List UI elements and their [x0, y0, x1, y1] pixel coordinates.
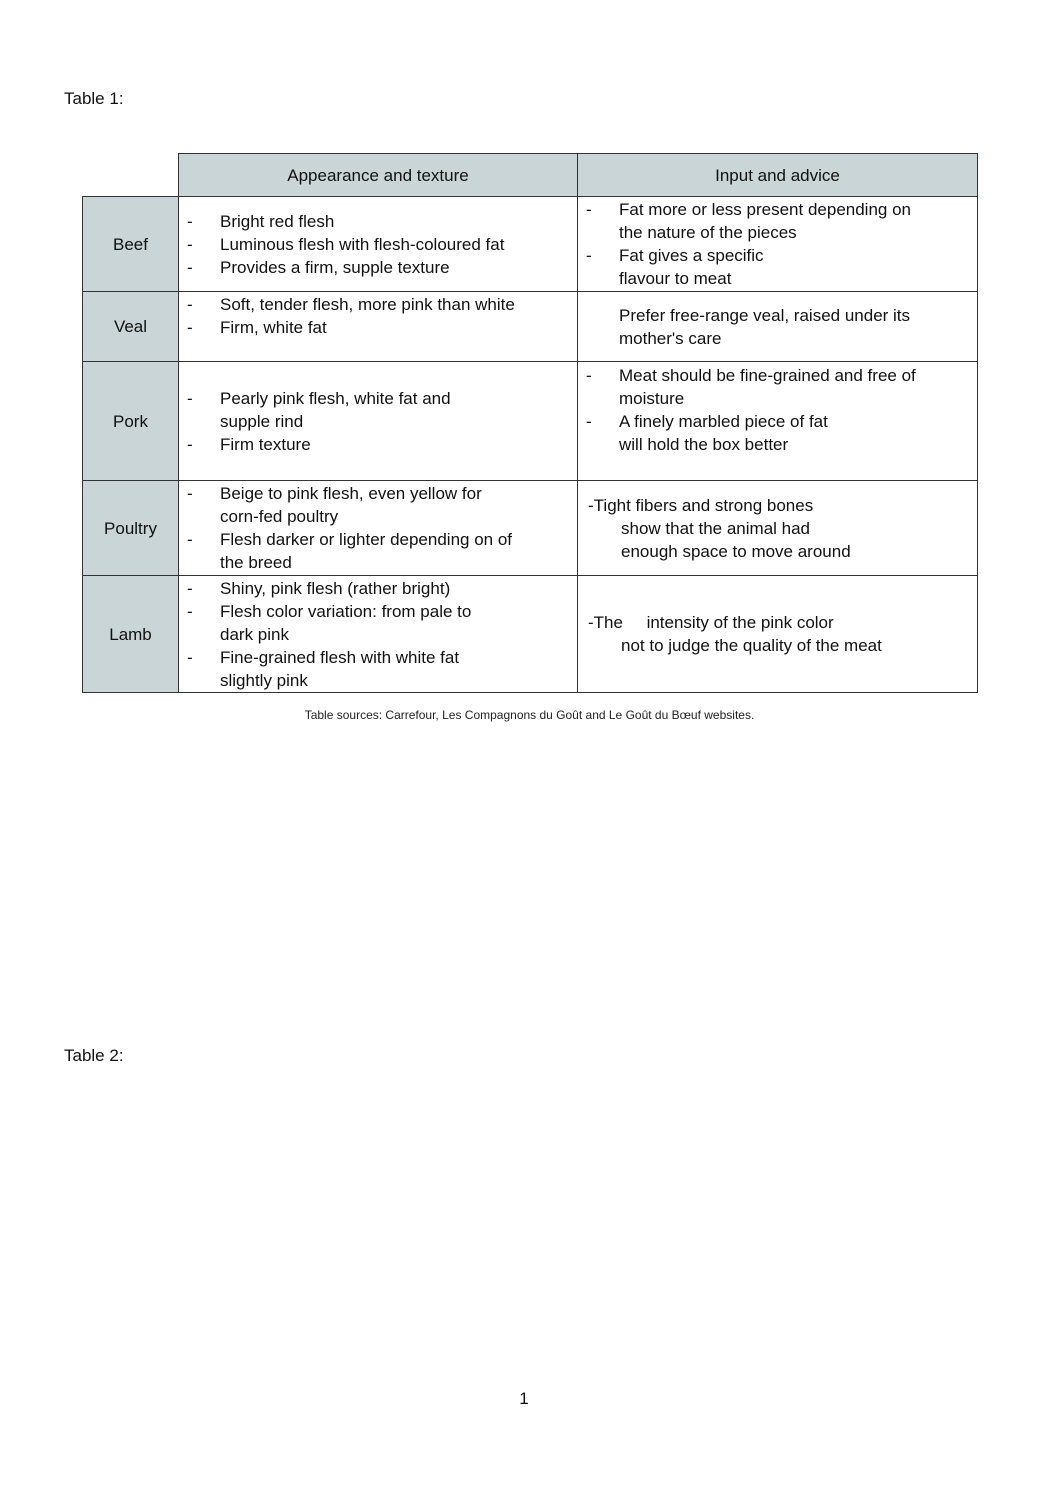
appearance-cell: [179, 481, 578, 576]
appearance-cell: [179, 292, 578, 362]
appearance-cell: [179, 362, 578, 481]
list-item: - Bright red flesh: [187, 210, 571, 233]
table-row: [83, 197, 978, 292]
advice-continuation: show that the animal had enough space to move around: [621, 518, 851, 561]
table-row: [83, 292, 978, 362]
advice-cell: [578, 576, 978, 693]
advice-text: Prefer free-range veal, raised under its mother's care: [619, 305, 911, 348]
meat-name: Poultry: [83, 481, 179, 576]
appearance-cell: [179, 197, 578, 292]
list-item: - Firm, white fat: [187, 316, 571, 339]
advice-cell: [578, 197, 978, 292]
meat-name: Lamb: [83, 576, 179, 693]
table-1-label: Table 1:: [64, 89, 124, 108]
meat-name: Beef: [83, 197, 179, 292]
list-item: - Fat more or less present depending on the nature of the pieces: [586, 198, 917, 244]
table-2-label: Table 2:: [64, 1046, 124, 1065]
meat-quality-table: [82, 153, 978, 693]
advice-cell: [578, 481, 978, 576]
advice-cell: [578, 292, 978, 362]
list-item: - Pearly pink flesh, white fat and supple rind: [187, 387, 477, 433]
list-item: - Flesh color variation: from pale to dark pink: [187, 600, 507, 646]
advice-first-line: -The intensity of the pink color: [588, 613, 834, 632]
list-item: - Meat should be fine-grained and free of moisture: [586, 364, 927, 410]
list-item: - Fine-grained flesh with white fat slightly pink: [187, 646, 507, 692]
list-item: - A finely marbled piece of fat will hold the box better: [586, 410, 927, 456]
header-corner-cell: [83, 154, 179, 197]
list-item: - Fat gives a specific flavour to meat: [586, 244, 917, 290]
meat-name: Pork: [83, 362, 179, 481]
appearance-cell: [179, 576, 578, 693]
advice-first-line: -Tight fibers and strong bones: [588, 495, 814, 515]
meat-name: Veal: [83, 292, 179, 362]
list-item: - Provides a firm, supple texture: [187, 256, 571, 279]
list-item: - Firm texture: [187, 433, 477, 456]
header-advice: Input and advice: [578, 154, 978, 197]
list-item: - Soft, tender flesh, more pink than white: [187, 293, 571, 316]
list-item: - Beige to pink flesh, even yellow for corn-fed poultry: [187, 482, 517, 528]
list-item: - Luminous flesh with flesh-coloured fat: [187, 233, 571, 256]
header-appearance: Appearance and texture: [179, 154, 578, 197]
table-source-caption: Table sources: Carrefour, Les Compagnons du Goût and Le Goût du Bœuf websites.: [304, 708, 755, 722]
advice-continuation: not to judge the quality of the meat: [621, 636, 882, 655]
table-row: [83, 362, 978, 481]
list-item: - Shiny, pink flesh (rather bright): [187, 577, 507, 600]
table-row: [83, 481, 978, 576]
advice-cell: [578, 362, 978, 481]
table-row: [83, 576, 978, 693]
list-item: - Flesh darker or lighter depending on of the breed: [187, 528, 517, 574]
table-header-row: [83, 154, 978, 197]
page-number: 1: [519, 1389, 529, 1408]
